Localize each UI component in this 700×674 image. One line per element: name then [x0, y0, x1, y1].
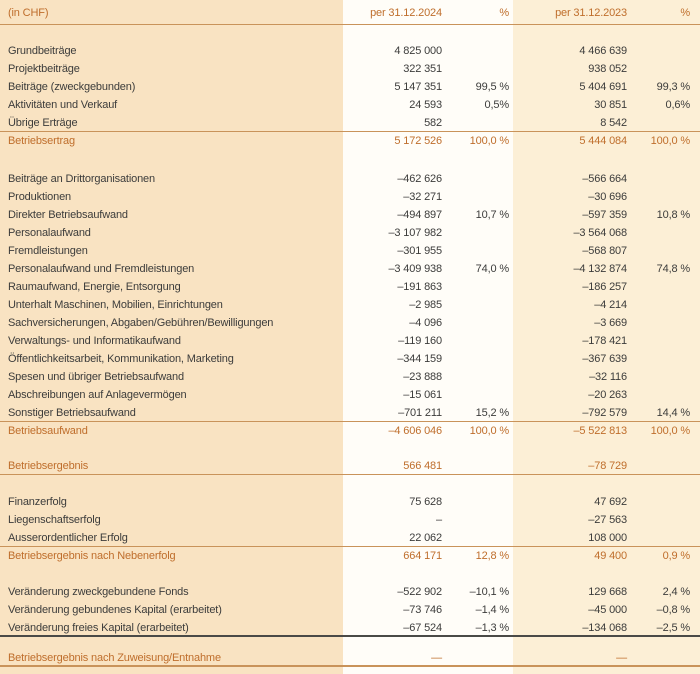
table-row	[0, 368, 700, 386]
amount-2023: –566 664	[582, 173, 627, 185]
amount-2024: –73 746	[403, 604, 442, 616]
amount-2023: 30 851	[594, 99, 627, 111]
amount-2024: –344 159	[397, 353, 442, 365]
table-row	[0, 96, 700, 114]
header-col-pct-2023: %	[680, 7, 690, 19]
amount-2023: –597 359	[582, 209, 627, 221]
table-row	[0, 296, 700, 314]
amount-2024: 22 062	[409, 532, 442, 544]
amount-2023: –20 263	[588, 389, 627, 401]
row-label: Verwaltungs- und Informatikaufwand	[8, 335, 181, 347]
row-label: Betriebsergebnis	[8, 460, 89, 472]
amount-2024: 5 147 351	[394, 81, 442, 93]
table-row	[0, 42, 700, 60]
amount-2024: 582	[424, 117, 442, 129]
percent-2023: 0,6%	[665, 99, 690, 111]
amount-2024: –701 211	[398, 407, 442, 419]
row-label: Raumaufwand, Energie, Entsorgung	[8, 281, 181, 293]
amount-2024: –191 863	[397, 281, 442, 293]
amount-2024: –4 606 046	[388, 425, 442, 437]
header-col-2023: per 31.12.2023	[555, 7, 627, 19]
percent-2023: –2,5 %	[656, 622, 690, 634]
row-label: Fremdleistungen	[8, 245, 88, 257]
amount-2023: 5 404 691	[579, 81, 627, 93]
row-label: Übrige Erträge	[8, 117, 78, 129]
table-body	[0, 25, 700, 667]
amount-2024: 664 171	[403, 550, 442, 562]
amount-2024: –3 107 982	[388, 227, 442, 239]
percent-2024: 15,2 %	[475, 407, 509, 419]
amount-2024: 5 172 526	[394, 135, 442, 147]
table-row	[0, 601, 700, 619]
row-label: Ausserordentlicher Erfolg	[8, 532, 128, 544]
table-row	[0, 547, 700, 565]
amount-2023: –78 729	[588, 460, 627, 472]
row-label: Veränderung zweckgebundene Fonds	[8, 586, 189, 598]
amount-2023: 938 052	[588, 63, 627, 75]
row-label: Spesen und übriger Betriebsaufwand	[8, 371, 184, 383]
table-row	[0, 170, 700, 188]
amount-2024: –3 409 938	[388, 263, 442, 275]
amount-2024: –462 626	[397, 173, 442, 185]
percent-2023: 0,9 %	[662, 550, 690, 562]
row-label: Grundbeiträge	[8, 45, 77, 57]
percent-2024: 0,5%	[484, 99, 509, 111]
table-row	[0, 440, 700, 457]
row-label: Finanzerfolg	[8, 496, 67, 508]
amount-2023: 8 542	[600, 117, 627, 129]
percent-2024: 12,8 %	[475, 550, 509, 562]
amount-2023: –30 696	[588, 191, 627, 203]
amount-2023: –134 068	[582, 622, 627, 634]
percent-2023: –0,8 %	[656, 604, 690, 616]
percent-2024: 10,7 %	[475, 209, 509, 221]
table-row	[0, 224, 700, 242]
table-row	[0, 386, 700, 404]
amount-2023: –792 579	[582, 407, 627, 419]
amount-2023: –178 421	[582, 335, 627, 347]
amount-2024: –522 902	[397, 586, 442, 598]
percent-2024: –1,3 %	[475, 622, 509, 634]
amount-2023: –568 807	[582, 245, 627, 257]
row-label: Beiträge an Drittorganisationen	[8, 173, 155, 185]
table-row	[0, 150, 700, 170]
row-label: Personalaufwand und Fremdleistungen	[8, 263, 195, 275]
amount-2024: –	[436, 514, 442, 526]
row-label: Liegenschaftserfolg	[8, 514, 101, 526]
row-label: Veränderung freies Kapital (erarbeitet)	[8, 622, 189, 634]
table-row	[0, 619, 700, 637]
table-row	[0, 278, 700, 296]
row-label: Öffentlichkeitsarbeit, Kommunikation, Marketing	[8, 353, 234, 365]
amount-2023: –186 257	[582, 281, 627, 293]
row-label: Betriebsergebnis nach Zuweisung/Entnahme	[8, 652, 221, 664]
table-row	[0, 188, 700, 206]
row-label: Produktionen	[8, 191, 72, 203]
table-row	[0, 457, 700, 475]
row-label: Betriebsaufwand	[8, 425, 88, 437]
amount-2024: –4 096	[409, 317, 442, 329]
amount-2023: –4 214	[594, 299, 627, 311]
amount-2023: –3 669	[594, 317, 627, 329]
amount-2023: –27 563	[588, 514, 627, 526]
table-row	[0, 350, 700, 368]
percent-2024: 99,5 %	[475, 81, 509, 93]
row-label: Abschreibungen auf Anlagevermögen	[8, 389, 187, 401]
amount-2024: –2 985	[409, 299, 442, 311]
table-row	[0, 314, 700, 332]
percent-2024: –10,1 %	[469, 586, 509, 598]
row-label: Unterhalt Maschinen, Mobilien, Einrichtungen	[8, 299, 223, 311]
amount-2024: –32 271	[403, 191, 442, 203]
amount-2024: –67 524	[403, 622, 442, 634]
amount-2023: —	[616, 652, 627, 664]
table-row	[0, 565, 700, 583]
table-row	[0, 332, 700, 350]
table-row	[0, 242, 700, 260]
table-row	[0, 637, 700, 649]
table-row	[0, 583, 700, 601]
row-label: Personalaufwand	[8, 227, 91, 239]
row-label: Sonstiger Betriebsaufwand	[8, 407, 136, 419]
table-row	[0, 529, 700, 547]
table-row	[0, 132, 700, 150]
amount-2024: 24 593	[409, 99, 442, 111]
amount-2024: –119 160	[398, 335, 442, 347]
amount-2023: 47 692	[594, 496, 627, 508]
percent-2023: 14,4 %	[656, 407, 690, 419]
amount-2023: 5 444 084	[579, 135, 627, 147]
row-label: Veränderung gebundenes Kapital (erarbeitet)	[8, 604, 222, 616]
table-row	[0, 60, 700, 78]
amount-2024: 322 351	[403, 63, 442, 75]
amount-2024: –301 955	[397, 245, 442, 257]
table-row	[0, 404, 700, 422]
amount-2023: –32 116	[589, 371, 627, 383]
amount-2023: 4 466 639	[579, 45, 627, 57]
percent-2023: 10,8 %	[656, 209, 690, 221]
amount-2023: –367 639	[582, 353, 627, 365]
percent-2023: 74,8 %	[656, 263, 690, 275]
amount-2024: –15 061	[403, 389, 442, 401]
amount-2023: 108 000	[588, 532, 627, 544]
table-row	[0, 25, 700, 42]
row-label: Betriebsertrag	[8, 135, 75, 147]
header-col-pct-2024: %	[499, 7, 509, 19]
table-row	[0, 260, 700, 278]
percent-2024: 74,0 %	[475, 263, 509, 275]
table-row	[0, 114, 700, 132]
table-row	[0, 493, 700, 511]
table-row	[0, 475, 700, 493]
percent-2023: 100,0 %	[650, 135, 690, 147]
amount-2024: –23 888	[403, 371, 442, 383]
amount-2024: —	[431, 652, 442, 664]
percent-2024: 100,0 %	[469, 425, 509, 437]
percent-2024: 100,0 %	[469, 135, 509, 147]
percent-2023: 2,4 %	[662, 586, 690, 598]
table-row	[0, 511, 700, 529]
header-in-chf: (in CHF)	[8, 7, 49, 19]
amount-2023: –3 564 068	[573, 227, 627, 239]
amount-2023: –5 522 813	[573, 425, 627, 437]
table-row	[0, 206, 700, 224]
row-label: Direkter Betriebsaufwand	[8, 209, 128, 221]
table-row	[0, 78, 700, 96]
amount-2024: 566 481	[403, 460, 442, 472]
header-col-2024: per 31.12.2024	[370, 7, 442, 19]
amount-2024: 4 825 000	[394, 45, 442, 57]
table-header-row	[0, 0, 700, 25]
table-row	[0, 422, 700, 440]
row-label: Projektbeiträge	[8, 63, 80, 75]
percent-2023: 100,0 %	[650, 425, 690, 437]
table-row	[0, 649, 700, 667]
percent-2024: –1,4 %	[475, 604, 509, 616]
amount-2024: –494 897	[397, 209, 442, 221]
amount-2024: 75 628	[409, 496, 442, 508]
amount-2023: –4 132 874	[573, 263, 627, 275]
row-label: Betriebsergebnis nach Nebenerfolg	[8, 550, 176, 562]
amount-2023: 49 400	[594, 550, 627, 562]
percent-2023: 99,3 %	[656, 81, 690, 93]
row-label: Sachversicherungen, Abgaben/Gebühren/Bewilligungen	[8, 317, 274, 329]
row-label: Aktivitäten und Verkauf	[8, 99, 118, 111]
amount-2023: –45 000	[588, 604, 627, 616]
amount-2023: 129 668	[588, 586, 627, 598]
row-label: Beiträge (zweckgebunden)	[8, 81, 136, 93]
